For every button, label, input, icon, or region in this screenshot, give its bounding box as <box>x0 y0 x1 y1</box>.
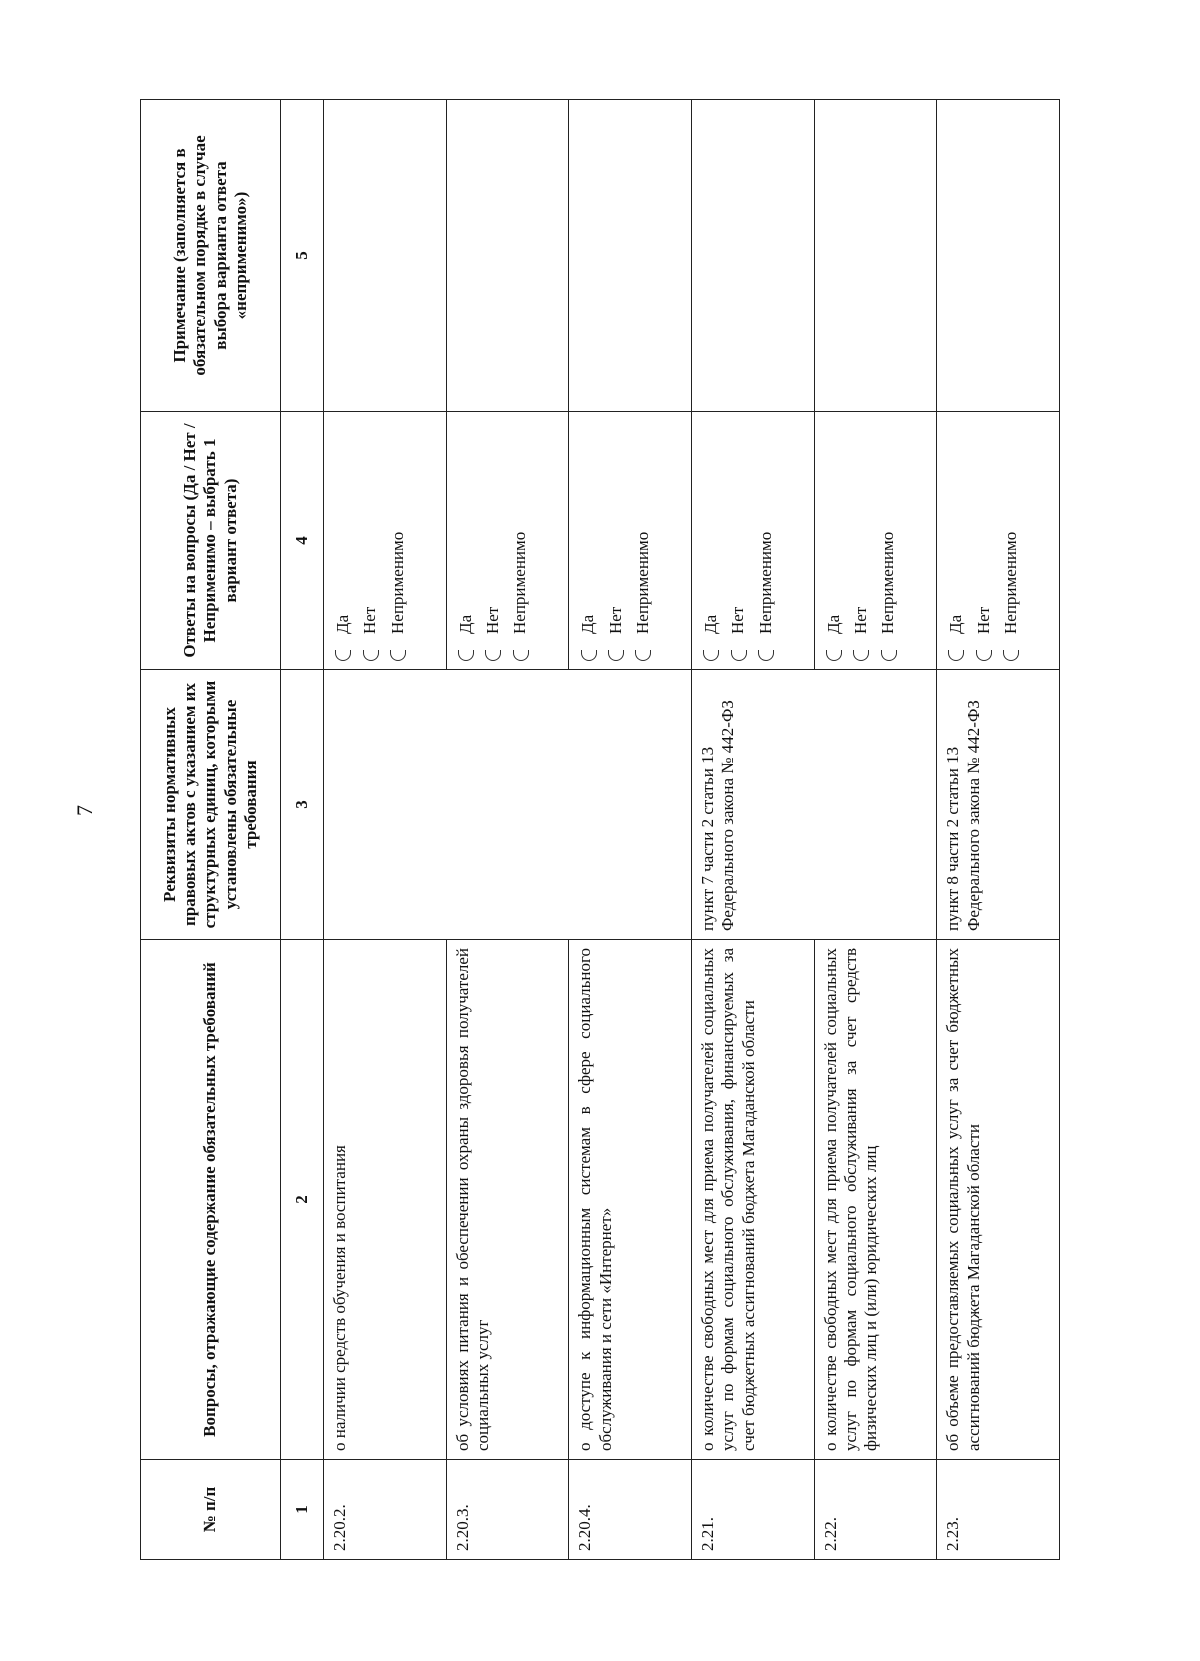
row-answers <box>324 412 447 670</box>
row-number: 2.20.4. <box>569 1460 692 1560</box>
table-row <box>324 100 447 1560</box>
table-row <box>691 100 814 1560</box>
row-note[interactable] <box>814 100 937 412</box>
radio-label: Неприменимо <box>510 531 530 634</box>
radio-option-not-applicable[interactable] <box>388 420 408 661</box>
row-note[interactable] <box>446 100 569 412</box>
radio-icon[interactable] <box>731 650 747 661</box>
radio-option-yes[interactable] <box>333 420 353 661</box>
row-requisite <box>814 670 937 940</box>
row-number: 2.21. <box>691 1460 814 1560</box>
column-number: 2 <box>281 940 324 1460</box>
radio-label: Да <box>333 614 352 634</box>
row-answers <box>446 412 569 670</box>
radio-option-yes[interactable] <box>824 420 844 661</box>
radio-label: Да <box>823 614 843 634</box>
radio-option-yes[interactable] <box>456 420 476 661</box>
row-question: о доступе к информационным системам в сфере социального обслуживания и сети «Интернет» <box>569 940 692 1460</box>
radio-icon[interactable] <box>948 650 964 661</box>
row-note[interactable] <box>569 100 692 412</box>
table-row <box>446 100 569 1560</box>
row-requisite <box>569 670 692 940</box>
radio-label: Да <box>946 614 966 634</box>
column-number: 3 <box>281 670 324 940</box>
table-row <box>814 100 937 1560</box>
radio-label: Неприменимо <box>755 531 775 634</box>
row-number: 2.20.3. <box>446 1460 569 1560</box>
radio-icon[interactable] <box>881 650 897 661</box>
row-answers <box>569 412 692 670</box>
row-number: 2.20.2. <box>324 1460 447 1560</box>
requirements-table <box>140 99 1060 1560</box>
radio-icon[interactable] <box>976 650 992 661</box>
radio-option-no[interactable] <box>483 420 503 661</box>
row-answers <box>814 412 937 670</box>
radio-label: Нет <box>973 606 993 634</box>
column-number: 4 <box>281 412 324 670</box>
row-requisite <box>324 670 447 940</box>
table-row <box>569 100 692 1560</box>
row-question: об условиях питания и обеспечении охраны здоровья получателей социальных услуг <box>446 940 569 1460</box>
radio-icon[interactable] <box>363 650 379 661</box>
row-question: о количестве свободных мест для приема получателей социальных услуг по формам социального обслуживания за счет средств физических лиц и (или) юридических лиц <box>814 940 937 1460</box>
radio-icon[interactable] <box>458 650 474 661</box>
radio-option-yes[interactable] <box>578 420 598 661</box>
radio-label: Да <box>455 614 475 634</box>
radio-icon[interactable] <box>485 650 501 661</box>
row-answers <box>691 412 814 670</box>
row-question: об объеме предоставляемых социальных услуг за счет бюджетных ассигнований бюджета Магаданской области <box>937 940 1060 1460</box>
row-answers <box>937 412 1060 670</box>
radio-option-no[interactable] <box>851 420 871 661</box>
table-row <box>937 100 1060 1560</box>
radio-icon[interactable] <box>758 650 774 661</box>
row-question: о количестве свободных мест для приема получателей социальных услуг по формам социального обслуживания, финансируемых за счет бюджетных ассигнований бюджета Магаданской области <box>691 940 814 1460</box>
row-note[interactable] <box>937 100 1060 412</box>
radio-icon[interactable] <box>513 650 529 661</box>
radio-icon[interactable] <box>826 650 842 661</box>
table-header-row <box>141 100 281 1560</box>
radio-icon[interactable] <box>608 650 624 661</box>
radio-label: Неприменимо <box>878 531 898 634</box>
column-number-row <box>281 100 324 1560</box>
radio-icon[interactable] <box>703 650 719 661</box>
radio-option-yes[interactable] <box>946 420 966 661</box>
radio-option-not-applicable[interactable] <box>756 420 776 661</box>
radio-label: Неприменимо <box>1001 531 1021 634</box>
rotated-table-container <box>140 100 1060 1560</box>
radio-label: Неприменимо <box>633 531 653 634</box>
radio-label: Неприменимо <box>387 531 407 634</box>
radio-option-no[interactable] <box>728 420 748 661</box>
radio-label: Да <box>578 614 598 634</box>
radio-option-no[interactable] <box>606 420 626 661</box>
radio-option-not-applicable[interactable] <box>633 420 653 661</box>
radio-label: Нет <box>605 606 625 634</box>
page-number: 7 <box>72 805 97 816</box>
radio-label: Да <box>700 614 720 634</box>
row-requisite: пункт 7 части 2 статьи 13 Федерального закона № 442-ФЗ <box>691 670 814 940</box>
header-requisites: Реквизиты нормативных правовых актов с указанием их структурных единиц, которыми установлены обязательные требования <box>141 670 281 940</box>
row-number: 2.23. <box>937 1460 1060 1560</box>
radio-label: Нет <box>851 606 871 634</box>
radio-icon[interactable] <box>1003 650 1019 661</box>
radio-option-no[interactable] <box>360 420 380 661</box>
radio-icon[interactable] <box>635 650 651 661</box>
radio-icon[interactable] <box>390 650 406 661</box>
radio-option-not-applicable[interactable] <box>510 420 530 661</box>
radio-option-not-applicable[interactable] <box>878 420 898 661</box>
radio-option-no[interactable] <box>974 420 994 661</box>
header-answers: Ответы на вопросы (Да / Нет / Неприменимо – выбрать 1 вариант ответа) <box>141 412 281 670</box>
radio-label: Нет <box>483 606 503 634</box>
header-num: № п/п <box>141 1460 281 1560</box>
header-note: Примечание (заполняется в обязательном порядке в случае выбора варианта ответа «неприменимо») <box>141 100 281 412</box>
row-number: 2.22. <box>814 1460 937 1560</box>
row-requisite: пункт 8 части 2 статьи 13 Федерального закона № 442-ФЗ <box>937 670 1060 940</box>
radio-icon[interactable] <box>853 650 869 661</box>
row-note[interactable] <box>691 100 814 412</box>
header-question: Вопросы, отражающие содержание обязательных требований <box>141 940 281 1460</box>
radio-option-not-applicable[interactable] <box>1001 420 1021 661</box>
row-note[interactable] <box>324 100 447 412</box>
radio-label: Нет <box>360 606 380 634</box>
radio-option-yes[interactable] <box>701 420 721 661</box>
column-number: 1 <box>281 1460 324 1560</box>
radio-label: Нет <box>728 606 748 634</box>
row-requisite <box>446 670 569 940</box>
row-question: о наличии средств обучения и воспитания <box>324 940 447 1460</box>
radio-icon[interactable] <box>581 650 597 661</box>
column-number: 5 <box>281 100 324 412</box>
radio-icon[interactable] <box>335 650 351 661</box>
